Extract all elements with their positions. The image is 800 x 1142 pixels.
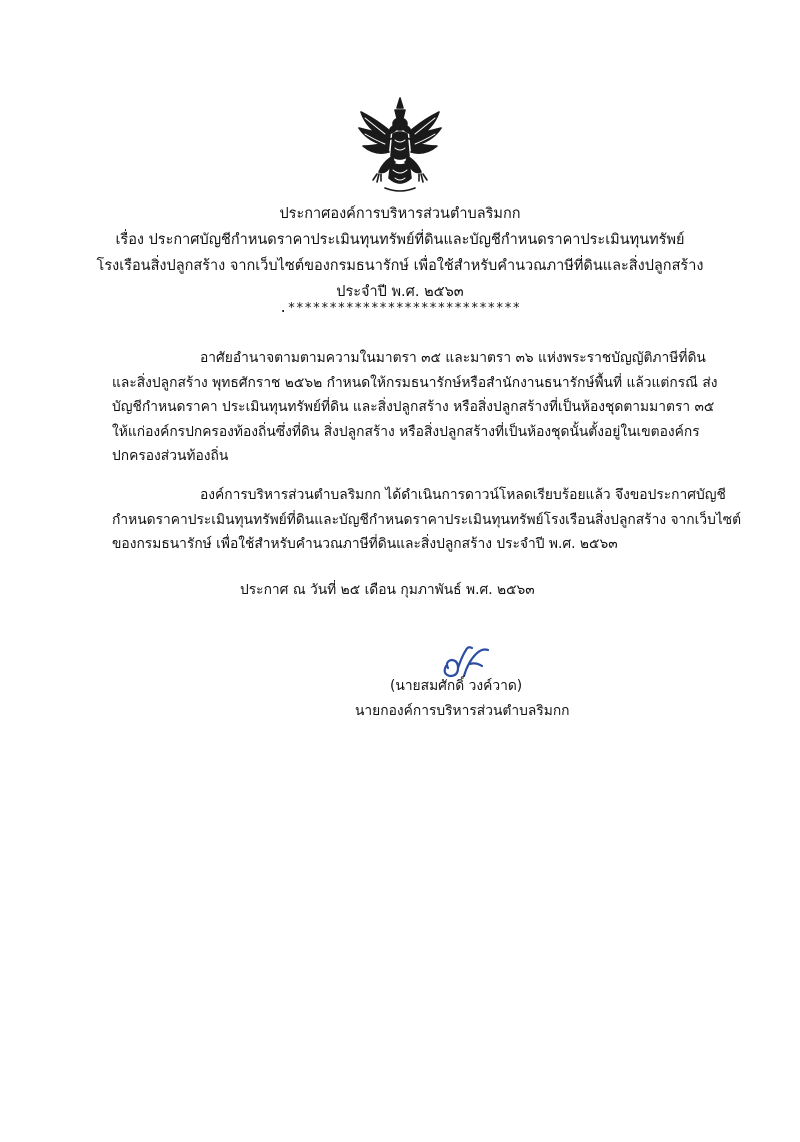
paragraph-line: องค์การบริหารส่วนตำบลริมกก ได้ดำเนินการดาวน์โหลดเรียบร้อยแล้ว จึงขอประกาศบัญชี: [200, 487, 726, 503]
asterisk-divider: .****************************: [279, 301, 521, 316]
paragraph-line: ของกรมธนารักษ์ เพื่อใช้สำหรับคำนวณภาษีที่ดินและสิ่งปลูกสร้าง ประจำปี พ.ศ. ๒๕๖๓: [112, 536, 618, 552]
garuda-emblem-icon: [355, 96, 445, 194]
subject-line-1: เรื่อง ประกาศบัญชีกำหนดราคาประเมินทุนทรัพย์ที่ดินและบัญชีกำหนดราคาประเมินทุนทรัพย์: [115, 232, 685, 248]
announcement-heading: ประกาศองค์การบริหารส่วนตำบลริมกก: [279, 206, 521, 222]
paragraph-line: กำหนดราคาประเมินทุนทรัพย์ที่ดินและบัญชีกำหนดราคาประเมินทุนทรัพย์โรงเรือนสิ่งปลูกสร้าง จากเว็บไซต์: [112, 511, 742, 528]
paragraph-line: ให้แก่องค์กรปกครองท้องถิ่นซึ่งที่ดิน สิ่งปลูกสร้าง หรือสิ่งปลูกสร้างที่เป็นห้องชุดนั้นตั้งอยู่ในเขตองค์กร: [112, 423, 700, 440]
signer-name: (นายสมศักดิ์ วงค์วาด): [390, 678, 523, 694]
subject-line-3: ประจำปี พ.ศ. ๒๕๖๓: [336, 284, 464, 300]
body-paragraph-1: [112, 346, 718, 469]
paragraph-line: และสิ่งปลูกสร้าง พุทธศักราช ๒๕๖๒ กำหนดให้กรมธนารักษ์หรือสำนักงานธนารักษ์พื้นที่ แล้วแต่กรณี ส่ง: [112, 374, 718, 391]
announcement-date: ประกาศ ณ วันที่ ๒๕ เดือน กุมภาพันธ์ พ.ศ. ๒๕๖๓: [240, 582, 535, 598]
paragraph-line: อาศัยอำนาจตามตามความในมาตรา ๓๕ และมาตรา ๓๖ แห่งพระราชบัญญัติภาษีที่ดิน: [200, 350, 706, 366]
signer-position: นายกองค์การบริหารส่วนตำบลริมกก: [355, 703, 570, 719]
body-paragraph-2: [112, 483, 742, 557]
paragraph-line: ปกครองส่วนท้องถิ่น: [112, 448, 229, 464]
paragraph-line: บัญชีกำหนดราคา ประเมินทุนทรัพย์ที่ดิน และสิ่งปลูกสร้าง หรือสิ่งปลูกสร้างที่เป็นห้องชุดตามมาตรา ๓๕: [112, 399, 715, 415]
subject-line-2: โรงเรือนสิ่งปลูกสร้าง จากเว็บไซต์ของกรมธนารักษ์ เพื่อใช้สำหรับคำนวณภาษีที่ดินและสิ่งปลูกสร้าง: [96, 258, 704, 274]
